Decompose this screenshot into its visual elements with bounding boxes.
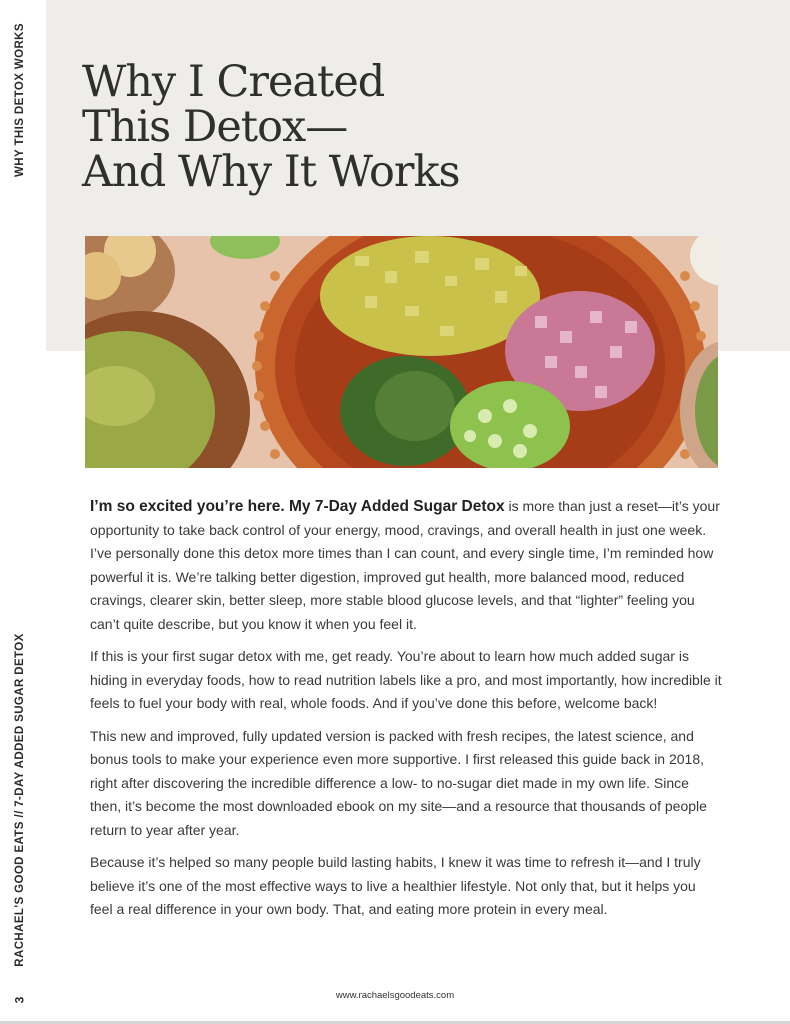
title-line-3: And Why It Works — [82, 147, 460, 197]
paragraph-2: If this is your first sugar detox with me, get ready. You’re about to learn how much added sugar is hiding in everyday foods, how to read nutrition labels like a pro, and most importantly, how incredible it feels to fuel your body with real, whole foods. And if you’ve done this before, welcome back! — [90, 648, 722, 711]
scallions — [450, 381, 570, 468]
paragraph-3: This new and improved, fully updated version is packed with fresh recipes, the latest science, and bonus tools to make your experience even more supportive. I first released this guide back in 2018, right after discovering the incredible difference a low- to no-sugar diet made in my own life. Since then, it’s become the most downloaded ebook on my site—and a resource that thousands of people return to year after year. — [90, 727, 707, 838]
book-side-label: RACHAEL'S GOOD EATS // 7-DAY ADDED SUGAR DETOX — [14, 633, 26, 967]
body-text — [90, 495, 722, 931]
food-photo — [85, 236, 718, 468]
footer-url[interactable]: www.rachaelsgoodeats.com — [335, 990, 455, 1001]
paragraph-4: Because it’s helped so many people build lasting habits, I knew it was time to refresh it—and I truly believe it’s one of the most effective ways to live a healthier lifestyle. Not only that, but it helps you feel a real difference in your own body. That, and eating more protein in every meal. — [90, 854, 701, 917]
paragraph-1 — [90, 495, 722, 636]
lead-text: I’m so excited you’re here. My 7-Day Added Sugar Detox — [90, 498, 505, 515]
page-title — [82, 57, 502, 197]
paragraph-1-text: is more than just a reset—it’s your opportunity to take back control of your energy, mood, cravings, and overall health in just one week. I’ve personally done this detox more times than I can count, and every single time, I’m reminded how powerful it is. We’re talking better digestion, improved gut health, more balanced mood, reduced cravings, clearer skin, better sleep, more stable blood glucose levels, and that “lighter” feeling you can’t quite describe, but you know it when you feel it. — [90, 498, 720, 632]
section-side-label: WHY THIS DETOX WORKS — [14, 23, 26, 177]
title-line-1: Why I Created — [82, 57, 385, 107]
title-line-2: This Detox— — [82, 102, 348, 152]
page-number: 3 — [12, 996, 27, 1004]
